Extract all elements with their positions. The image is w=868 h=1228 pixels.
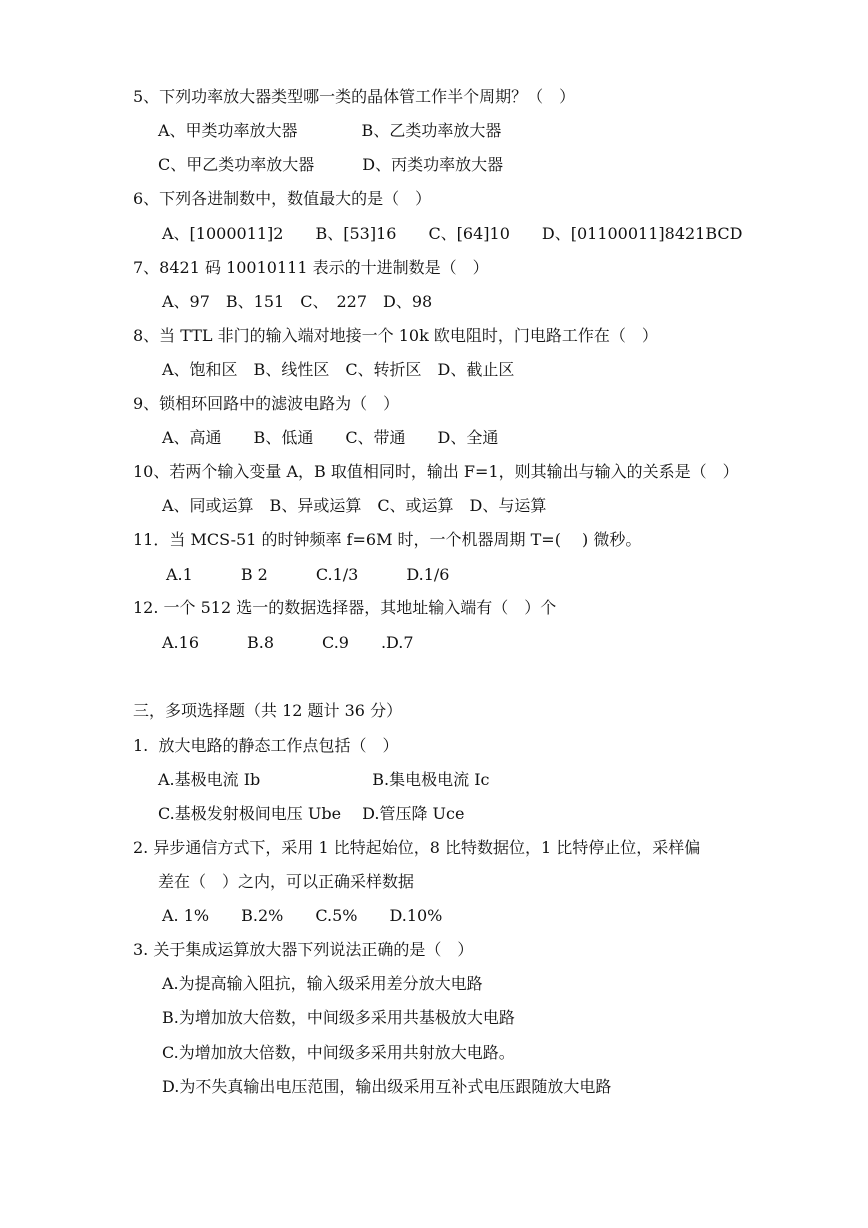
mc-question-3-option-a: A.为提高输入阻抗，输入级采用差分放大电路 — [162, 974, 483, 993]
question-9-options: A、高通 B、低通 C、带通 D、全通 — [162, 428, 499, 447]
question-11-options: A.1 B 2 C.1/3 D.1/6 — [166, 565, 450, 584]
mc-question-1-options-ab: A.基极电流 Ib B.集电极电流 Ic — [158, 770, 490, 789]
question-5: 5、下列功率放大器类型哪一类的晶体管工作半个周期？（ ） — [133, 87, 576, 106]
question-9: 9、锁相环回路中的滤波电路为（ ） — [133, 394, 400, 413]
mc-question-2-options: A. 1% B.2% C.5% D.10% — [162, 906, 443, 925]
question-7-options: A、97 B、151 C、 227 D、98 — [162, 292, 433, 311]
question-10: 10、若两个输入变量 A，B 取值相同时，输出 F=1，则其输出与输入的关系是（ ） — [133, 462, 739, 481]
question-10-options: A、同或运算 B、异或运算 C、或运算 D、与运算 — [162, 496, 547, 515]
mc-question-3: 3. 关于集成运算放大器下列说法正确的是（ ） — [133, 940, 474, 959]
mc-question-3-option-d: D.为不失真输出电压范围，输出级采用互补式电压跟随放大电路 — [162, 1077, 612, 1096]
question-11: 11．当 MCS-51 的时钟频率 f=6M 时，一个机器周期 T=( ) 微秒。 — [133, 530, 642, 549]
mc-question-3-option-c: C.为增加放大倍数，中间级多采用共射放大电路。 — [162, 1043, 515, 1062]
question-12-options: A.16 B.8 C.9 .D.7 — [162, 633, 414, 652]
question-8: 8、当 TTL 非门的输入端对地接一个 10k 欧电阻时，门电路工作在（ ） — [133, 326, 658, 345]
mc-question-3-option-b: B.为增加放大倍数，中间级多采用共基极放大电路 — [162, 1008, 515, 1027]
mc-question-2: 2. 异步通信方式下，采用 1 比特起始位，8 比特数据位，1 比特停止位，采样偏 — [133, 838, 701, 857]
mc-question-1: 1. 放大电路的静态工作点包括（ ） — [133, 736, 399, 755]
mc-question-2-continued: 差在（ ）之内，可以正确采样数据 — [158, 872, 415, 891]
question-12: 12. 一个 512 选一的数据选择器，其地址输入端有（ ）个 — [133, 598, 557, 617]
section-heading: 三，多项选择题（共 12 题计 36 分） — [133, 701, 403, 720]
question-6-options: A、[1000011]2 B、[53]16 C、[64]10 D、[01100011]8421BCD — [162, 224, 743, 243]
question-7: 7、8421 码 10010111 表示的十进制数是（ ） — [133, 258, 489, 277]
question-6: 6、下列各进制数中，数值最大的是（ ） — [133, 189, 432, 208]
mc-question-1-options-cd: C.基极发射极间电压 Ube D.管压降 Uce — [158, 804, 465, 823]
question-8-options: A、饱和区 B、线性区 C、转折区 D、截止区 — [162, 360, 515, 379]
question-5-options-cd: C、甲乙类功率放大器 D、丙类功率放大器 — [158, 155, 504, 174]
question-5-options-ab: A、甲类功率放大器 B、乙类功率放大器 — [158, 121, 502, 140]
